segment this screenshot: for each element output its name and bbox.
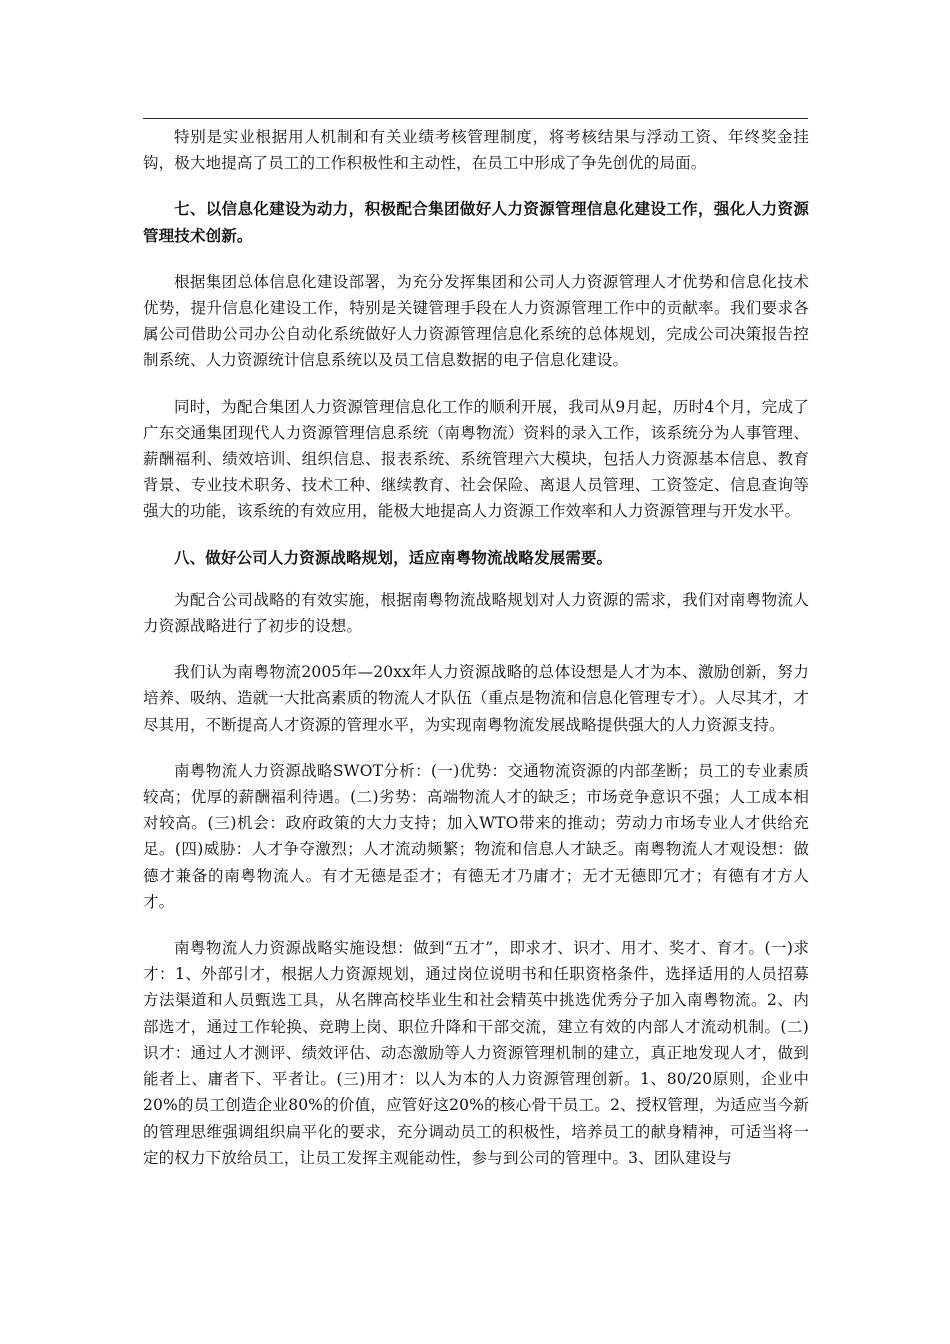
paragraph-implementation-plan: 南粤物流人力资源战略实施设想：做到“五才”，即求才、识才、用才、奖才、育才。(一)求才：1、外部引才，根据人力资源规划，通过岗位说明书和任职资格条件，选择适用的人员招募方法渠道和人员甄选工具，从名牌高校毕业生和社会精英中挑选优秀分子加入南粤物流。2、内部选才，通过工作轮换、竞聘上岗、职位升降和干部交流，建立有效的内部人才流动机制。(二)识才：通过人才测评、绩效评估、动态激励等人力资源管理机制的建立，真正地发现人才，做到能者上、庸者下、平者让。(三)用才：以人为本的人力资源管理创新。1、80/20原则，企业中20%的员工创造企业80%的价值，应管好这20%的核心骨干员工。2、授权管理，为适应当今新的管理思维强调组织扁平化的要求，充分调动员工的积极性，培养员工的献身精神，可适当将一定的权力下放给员工，让员工发挥主观能动性，参与到公司的管理中。3、团队建设与 <box>143 939 809 1167</box>
paragraph-strategy-vision: 我们认为南粤物流2005年—20xx年人力资源战略的总体设想是人才为本、激励创新，努力培养、吸纳、造就一大批高素质的物流人才队伍（重点是物流和信息化管理专才）。人尽其才，才尽其用，不断提高人才资源的管理水平，为实现南粤物流发展战略提供强大的人力资源支持。 <box>143 663 809 734</box>
paragraph-strategy-intro: 为配合公司战略的有效实施，根据南粤物流战略规划对人力资源的需求，我们对南粤物流人力资源战略进行了初步的设想。 <box>143 590 809 636</box>
header-divider <box>143 118 808 119</box>
paragraph-hr-system-rollout: 同时，为配合集团人力资源管理信息化工作的顺利开展，我司从9月起，历时4个月，完成了广东交通集团现代人力资源管理信息系统（南粤物流）资料的录入工作，该系统分为人事管理、薪酬福利、绩效培训、组织信息、报表系统、系统管理六大模块，包括人力资源基本信息、教育背景、专业技术职务、技术工种、继续教育、社会保险、离退人员管理、工资签定、信息查询等强大的功能，该系统的有效应用，能极大地提高人力资源工作效率和人力资源管理与开发水平。 <box>143 397 809 521</box>
paragraph-informatization-plan: 根据集团总体信息化建设部署，为充分发挥集团和公司人力资源管理人才优势和信息化技术优势，提升信息化建设工作，特别是关键管理手段在人力资源管理工作中的贡献率。我们要求各属公司借助公司办公自动化系统做好人力资源管理信息化系统的总体规划，完成公司决策报告控制系统、人力资源统计信息系统以及员工信息数据的电子信息化建设。 <box>143 272 809 370</box>
document-body <box>143 124 809 1171</box>
section-heading-8: 八、做好公司人力资源战略规划，适应南粤物流战略发展需要。 <box>174 547 613 567</box>
section-heading-7: 七、以信息化建设为动力，积极配合集团做好人力资源管理信息化建设工作，强化人力资源管理技术创新。 <box>143 199 809 245</box>
paragraph-performance-incentive: 特别是实业根据用人机制和有关业绩考核管理制度，将考核结果与浮动工资、年终奖金挂钩，极大地提高了员工的工作积极性和主动性，在员工中形成了争先创优的局面。 <box>143 128 809 173</box>
paragraph-swot-analysis: 南粤物流人力资源战略SWOT分析：(一)优势：交通物流资源的内部垄断；员工的专业素质较高；优厚的薪酬福利待遇。(二)劣势：高端物流人才的缺乏；市场竞争意识不强；人工成本相对较高。(三)机会：政府政策的大力支持；加入WTO带来的推动；劳动力市场专业人才供给充足。(四)威胁：人才争夺激烈；人才流动频繁；物流和信息人才缺乏。南粤物流人才观设想：做德才兼备的南粤物流人。有才无德是歪才；有德无才乃庸才；无才无德即冗才；有德有才方人才。 <box>143 761 809 911</box>
